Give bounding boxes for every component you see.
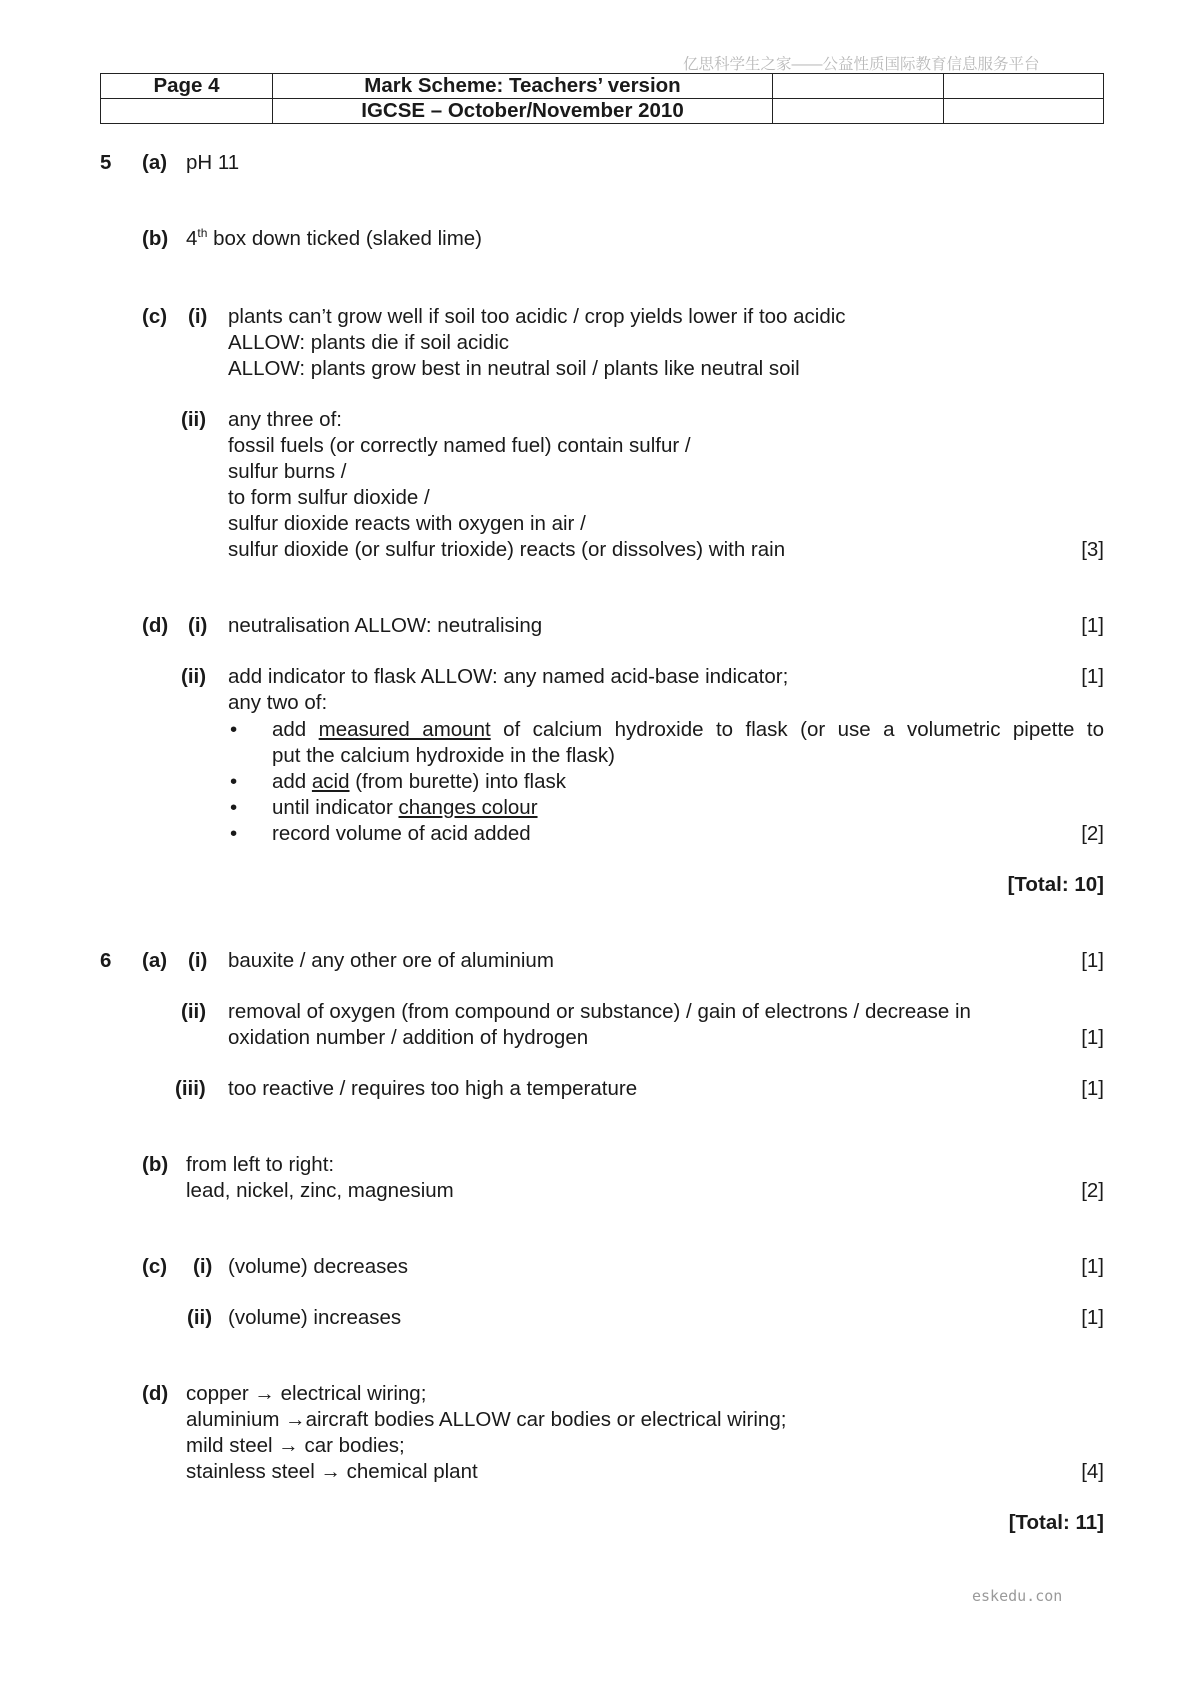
subpart-label: (ii) [187, 1306, 213, 1329]
answer-line: oxidation number / addition of hydrogen [228, 1026, 589, 1049]
mark-value: [1] [1081, 1255, 1104, 1278]
answer-line: lead, nickel, zinc, magnesium [186, 1179, 454, 1202]
answer-line: sulfur dioxide reacts with oxygen in air / [228, 512, 586, 535]
answer-line: ALLOW: plants die if soil acidic [228, 331, 510, 354]
subpart-label: (ii) [181, 1000, 207, 1023]
bullet-text: add acid (from burette) into flask [272, 770, 566, 793]
header-empty-cell [773, 74, 944, 99]
mark-value: [2] [1081, 822, 1104, 845]
answer-text: 4th box down ticked (slaked lime) [186, 226, 483, 250]
subpart-label: (ii) [181, 408, 207, 431]
mark-value: [1] [1081, 1077, 1104, 1100]
mark-value: [1] [1081, 665, 1104, 688]
answer-text: (volume) increases [228, 1306, 402, 1329]
total-marks: [Total: 11] [1008, 1511, 1104, 1534]
subpart-label: (ii) [181, 665, 207, 688]
answer-line: mild steel → car bodies; [186, 1434, 405, 1457]
answer-line: sulfur dioxide (or sulfur trioxide) reacts (or dissolves) with rain [228, 538, 786, 561]
subpart-label: (i) [188, 305, 208, 328]
part-label: (d) [142, 1382, 169, 1405]
answer-line: aluminium →aircraft bodies ALLOW car bodies or electrical wiring; [186, 1408, 787, 1431]
mark-value: [3] [1081, 538, 1104, 561]
bullet-marker: • [230, 822, 238, 845]
answer-line: ALLOW: plants grow best in neutral soil / plants like neutral soil [228, 357, 800, 380]
subpart-label: (iii) [175, 1077, 206, 1100]
part-label: (c) [142, 1255, 168, 1278]
header-empty-cell [773, 99, 944, 124]
answer-text: too reactive / requires too high a temperature [228, 1077, 638, 1100]
mark-value: [1] [1081, 1306, 1104, 1329]
answer-text: (volume) decreases [228, 1255, 409, 1278]
bullet-text: add measured amount of calcium hydroxide to flask (or use a volumetric pipette to [272, 718, 1105, 741]
mark-value: [4] [1081, 1460, 1104, 1483]
bullet-marker: • [230, 796, 238, 819]
answer-line: removal of oxygen (from compound or substance) / gain of electrons / decrease in [228, 1000, 971, 1023]
header-empty-cell [944, 74, 1104, 99]
bullet-text: put the calcium hydroxide in the flask) [272, 744, 615, 767]
subpart-label: (i) [188, 614, 208, 637]
header-subtitle: IGCSE – October/November 2010 [273, 99, 773, 124]
mark-value: [1] [1081, 1026, 1104, 1049]
part-label: (c) [142, 305, 168, 328]
answer-line: any two of: [228, 691, 328, 714]
mark-value: [1] [1081, 949, 1104, 972]
header-table [100, 73, 1104, 124]
answer-line: stainless steel → chemical plant [186, 1460, 478, 1483]
header-empty-cell [101, 99, 273, 124]
subpart-label: (i) [193, 1255, 213, 1278]
answer-line: copper → electrical wiring; [186, 1382, 427, 1405]
subpart-label: (i) [188, 949, 208, 972]
answer-line: sulfur burns / [228, 460, 347, 483]
answer-text: bauxite / any other ore of aluminium [228, 949, 554, 972]
mark-value: [1] [1081, 614, 1104, 637]
page-number: Page 4 [101, 74, 273, 99]
total-marks: [Total: 10] [1007, 873, 1104, 896]
part-label: (b) [142, 227, 169, 250]
bullet-text: until indicator changes colour [272, 796, 538, 819]
answer-text: neutralisation ALLOW: neutralising [228, 614, 543, 637]
answer-line: fossil fuels (or correctly named fuel) contain sulfur / [228, 434, 691, 457]
part-label: (a) [142, 949, 168, 972]
bullet-text: record volume of acid added [272, 822, 531, 845]
part-label: (b) [142, 1153, 169, 1176]
answer-line: to form sulfur dioxide / [228, 486, 430, 509]
question-number: 5 [100, 151, 112, 174]
answer-text: pH 11 [186, 151, 240, 174]
answer-line: any three of: [228, 408, 342, 431]
bullet-marker: • [230, 718, 238, 741]
watermark-text: 亿思科学生之家——公益性质国际教育信息服务平台 [683, 56, 1040, 73]
footer-site-text: eskedu.con [972, 1587, 1063, 1605]
question-number: 6 [100, 949, 112, 972]
header-title: Mark Scheme: Teachers’ version [273, 74, 773, 99]
bullet-marker: • [230, 770, 238, 793]
answer-line: plants can’t grow well if soil too acidic / crop yields lower if too acidic [228, 305, 846, 328]
header-empty-cell [944, 99, 1104, 124]
answer-line: add indicator to flask ALLOW: any named acid-base indicator; [228, 665, 789, 688]
part-label: (a) [142, 151, 168, 174]
part-label: (d) [142, 614, 169, 637]
answer-line: from left to right: [186, 1153, 335, 1176]
mark-value: [2] [1081, 1179, 1104, 1202]
